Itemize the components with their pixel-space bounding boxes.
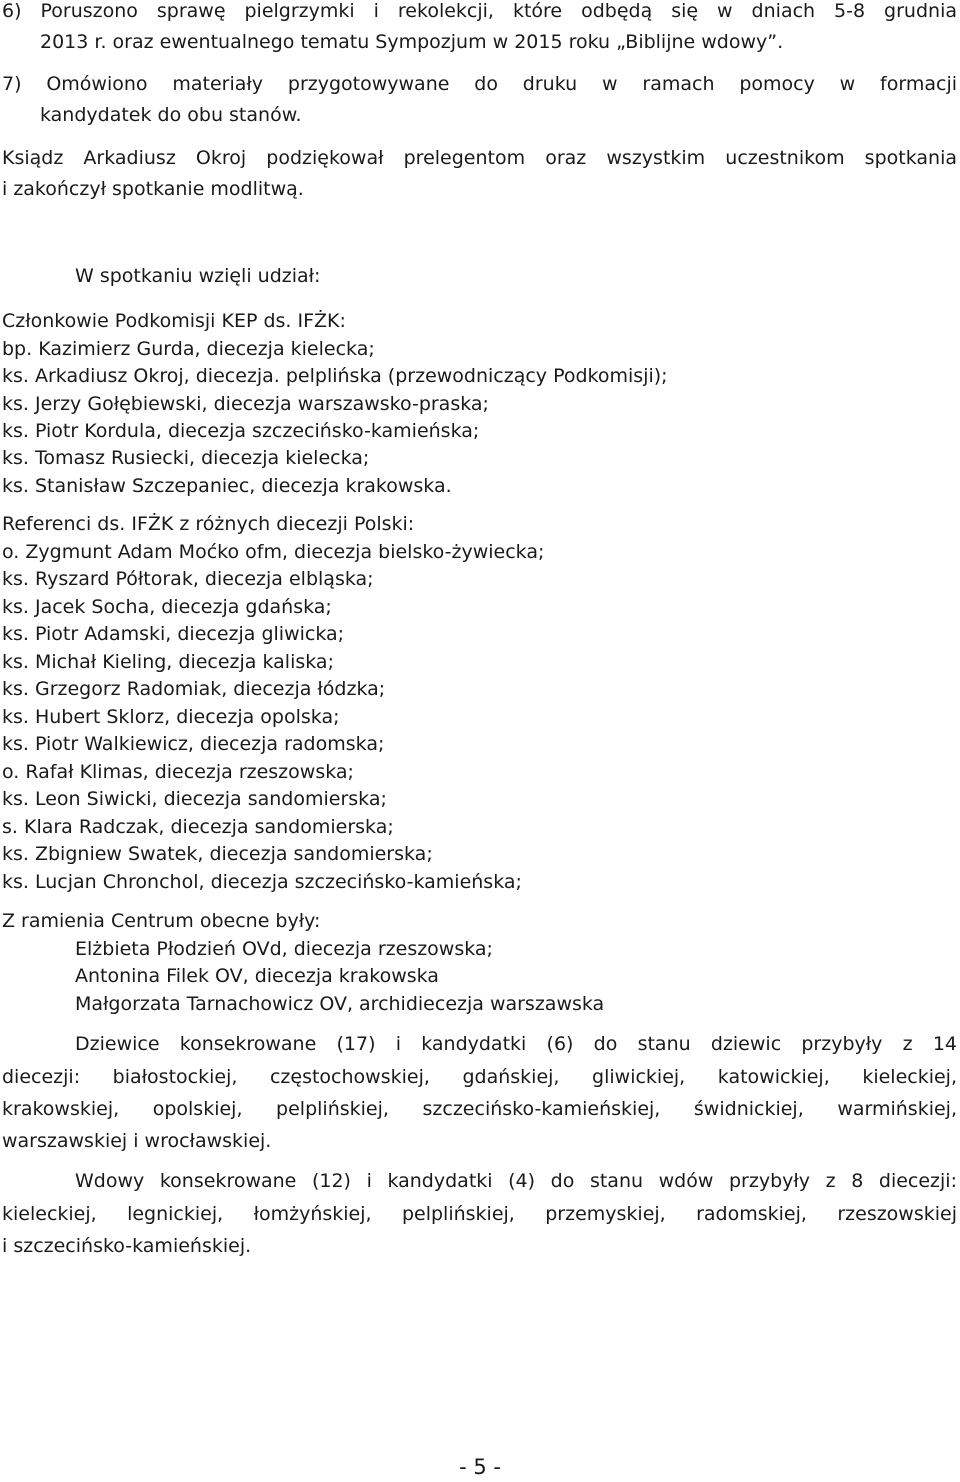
member-item: ks. Tomasz Rusiecki, diecezja kielecka; bbox=[2, 447, 370, 469]
referent-item: ks. Lucjan Chronchol, diecezja szczecińsko-kamieńska; bbox=[2, 871, 522, 893]
referent-item: ks. Jacek Socha, diecezja gdańska; bbox=[2, 596, 332, 618]
centre-heading: Z ramienia Centrum obecne były: bbox=[2, 910, 321, 932]
member-item: ks. Piotr Kordula, diecezja szczecińsko-kamieńska; bbox=[2, 420, 480, 442]
members-heading: Członkowie Podkomisji KEP ds. IFŻK: bbox=[2, 310, 346, 332]
referent-item: ks. Leon Siwicki, diecezja sandomierska; bbox=[2, 788, 387, 810]
member-item: ks. Jerzy Gołębiewski, diecezja warszawsko-praska; bbox=[2, 393, 489, 415]
participants-heading: W spotkaniu wzięli udział: bbox=[75, 265, 321, 287]
referent-item: ks. Ryszard Półtorak, diecezja elbląska; bbox=[2, 568, 374, 590]
referent-item: o. Rafał Klimas, diecezja rzeszowska; bbox=[2, 761, 354, 783]
referent-item: s. Klara Radczak, diecezja sandomierska; bbox=[2, 816, 394, 838]
referent-item: ks. Grzegorz Radomiak, diecezja łódzka; bbox=[2, 678, 386, 700]
item-7-line-1: 7) Omówiono materiały przygotowywane do druku w ramach pomocy w formacji bbox=[2, 73, 957, 95]
virgins-paragraph-line: krakowskiej, opolskiej, pelplińskiej, szczecińsko-kamieńskiej, świdnickiej, warmińskiej, bbox=[2, 1098, 957, 1120]
virgins-paragraph-line: Dziewice konsekrowane (17) i kandydatki (6) do stanu dziewic przybyły z 14 bbox=[75, 1033, 957, 1055]
widows-paragraph-line: i szczecińsko-kamieńskiej. bbox=[2, 1235, 252, 1257]
referents-heading: Referenci ds. IFŻK z różnych diecezji Polski: bbox=[2, 513, 415, 535]
referent-item: ks. Michał Kieling, diecezja kaliska; bbox=[2, 651, 334, 673]
item-6-line-1: 6) Poruszono sprawę pielgrzymki i rekolekcji, które odbędą się w dniach 5-8 grudnia bbox=[2, 0, 957, 22]
widows-paragraph-line: kieleckiej, legnickiej, łomżyńskiej, pelplińskiej, przemyskiej, radomskiej, rzeszowskiej bbox=[2, 1203, 957, 1225]
member-item: ks. Arkadiusz Okroj, diecezja. pelplińska (przewodniczący Podkomisji); bbox=[2, 365, 668, 387]
member-item: bp. Kazimierz Gurda, diecezja kielecka; bbox=[2, 338, 375, 360]
member-item: ks. Stanisław Szczepaniec, diecezja krakowska. bbox=[2, 475, 452, 497]
centre-item: Antonina Filek OV, diecezja krakowska bbox=[75, 965, 439, 987]
closing-line-1: Ksiądz Arkadiusz Okroj podziękował prelegentom oraz wszystkim uczestnikom spotkania bbox=[2, 147, 957, 169]
virgins-paragraph-line: diecezji: białostockiej, częstochowskiej, gdańskiej, gliwickiej, katowickiej, kieleckiej, bbox=[2, 1066, 957, 1088]
referent-item: ks. Piotr Adamski, diecezja gliwicka; bbox=[2, 623, 345, 645]
item-7-line-2: kandydatek do obu stanów. bbox=[40, 104, 302, 126]
referent-item: ks. Hubert Sklorz, diecezja opolska; bbox=[2, 706, 340, 728]
referent-item: o. Zygmunt Adam Moćko ofm, diecezja bielsko-żywiecka; bbox=[2, 541, 545, 563]
page-number: - 5 - bbox=[459, 1455, 501, 1479]
referent-item: ks. Zbigniew Swatek, diecezja sandomierska; bbox=[2, 843, 433, 865]
item-6-line-2: 2013 r. oraz ewentualnego tematu Sympozjum w 2015 roku „Biblijne wdowy”. bbox=[40, 31, 784, 53]
referent-item: ks. Piotr Walkiewicz, diecezja radomska; bbox=[2, 733, 385, 755]
centre-item: Małgorzata Tarnachowicz OV, archidiecezja warszawska bbox=[75, 993, 605, 1015]
closing-line-2: i zakończył spotkanie modlitwą. bbox=[2, 178, 304, 200]
centre-item: Elżbieta Płodzień OVd, diecezja rzeszowska; bbox=[75, 938, 493, 960]
widows-paragraph-line: Wdowy konsekrowane (12) i kandydatki (4) do stanu wdów przybyły z 8 diecezji: bbox=[75, 1170, 957, 1192]
virgins-paragraph-line: warszawskiej i wrocławskiej. bbox=[2, 1130, 272, 1152]
